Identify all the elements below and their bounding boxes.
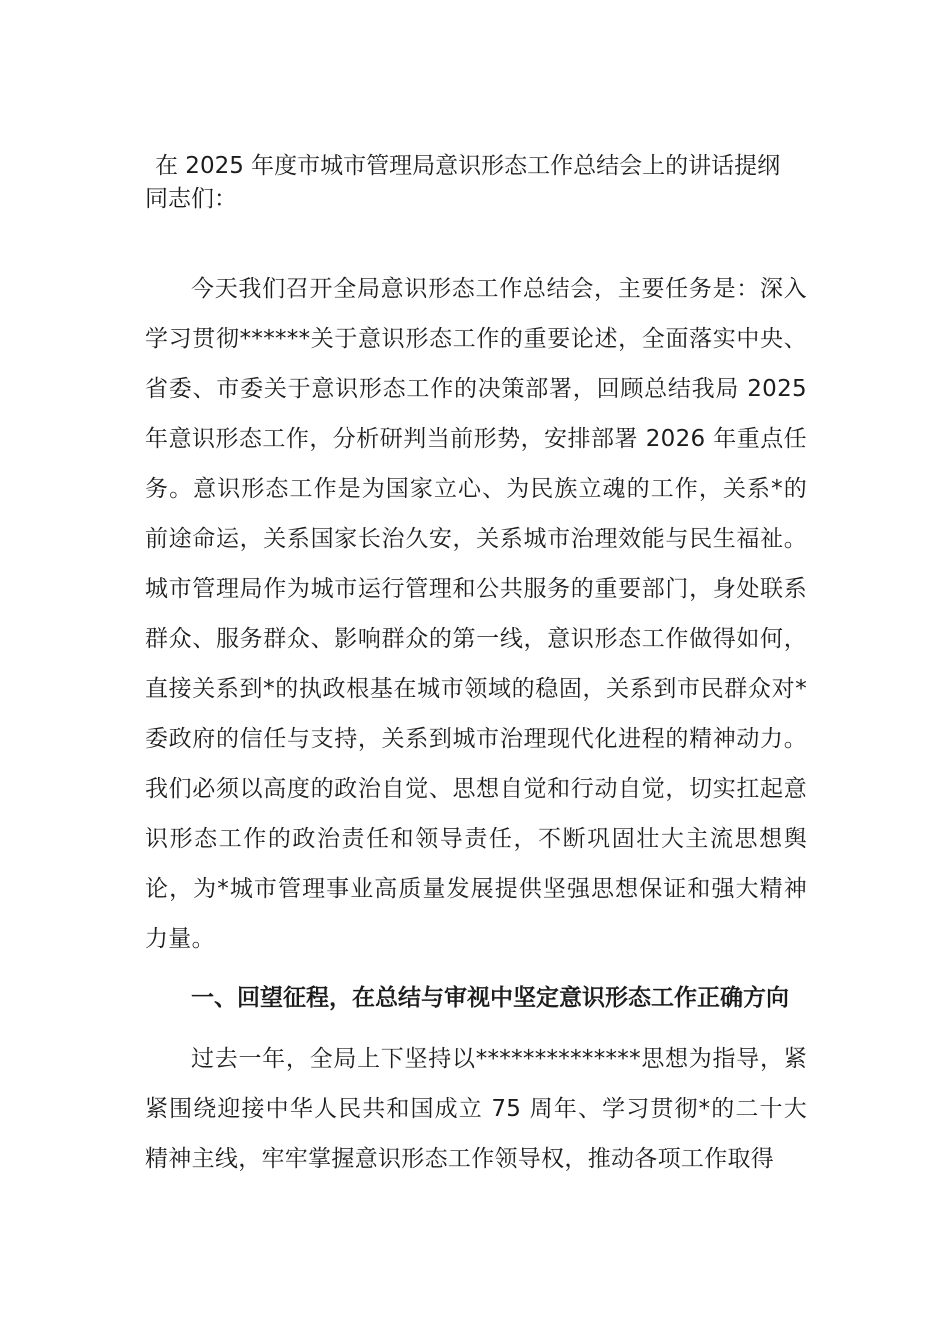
paragraph-review: 过去一年，全局上下坚持以**************思想为指导，紧紧围绕迎接中华人民共和国成立 75 周年、学习贯彻*的二十大精神主线，牢牢掌握意识形态工作领导权，推动各项工作取得 <box>145 1046 807 1172</box>
salutation: 同志们： <box>145 186 237 212</box>
paragraph-intro: 今天我们召开全局意识形态工作总结会，主要任务是：深入学习贯彻******关于意识形态工作的重要论述，全面落实中央、省委、市委关于意识形态工作的决策部署，回顾总结我局 2025 年意识形态工作，分析研判当前形势，安排部署 2026 年重点任务。意识形态工作是为国家立心、为民族立魂的工作，关系*的前途命运，关系国家长治久安，关系城市治理效能与民生福祉。城市管理局作为城市运行管理和公共服务的重要部门，身处联系群众、服务群众、影响群众的第一线，意识形态工作做得如何，直接关系到*的执政根基在城市领域的稳固，关系到市民群众对*委政府的信任与支持，关系到城市治理现代化进程的精神动力。我们必须以高度的政治自觉、思想自觉和行动自觉，切实扛起意识形态工作的政治责任和领导责任，不断巩固壮大主流思想舆论，为*城市管理事业高质量发展提供坚强思想保证和强大精神力量。 <box>145 276 807 952</box>
document-title: 在 2025 年度市城市管理局意识形态工作总结会上的讲话提纲 <box>155 153 781 179</box>
section-heading: 一、回望征程，在总结与审视中坚定意识形态工作正确方向 <box>191 985 789 1011</box>
